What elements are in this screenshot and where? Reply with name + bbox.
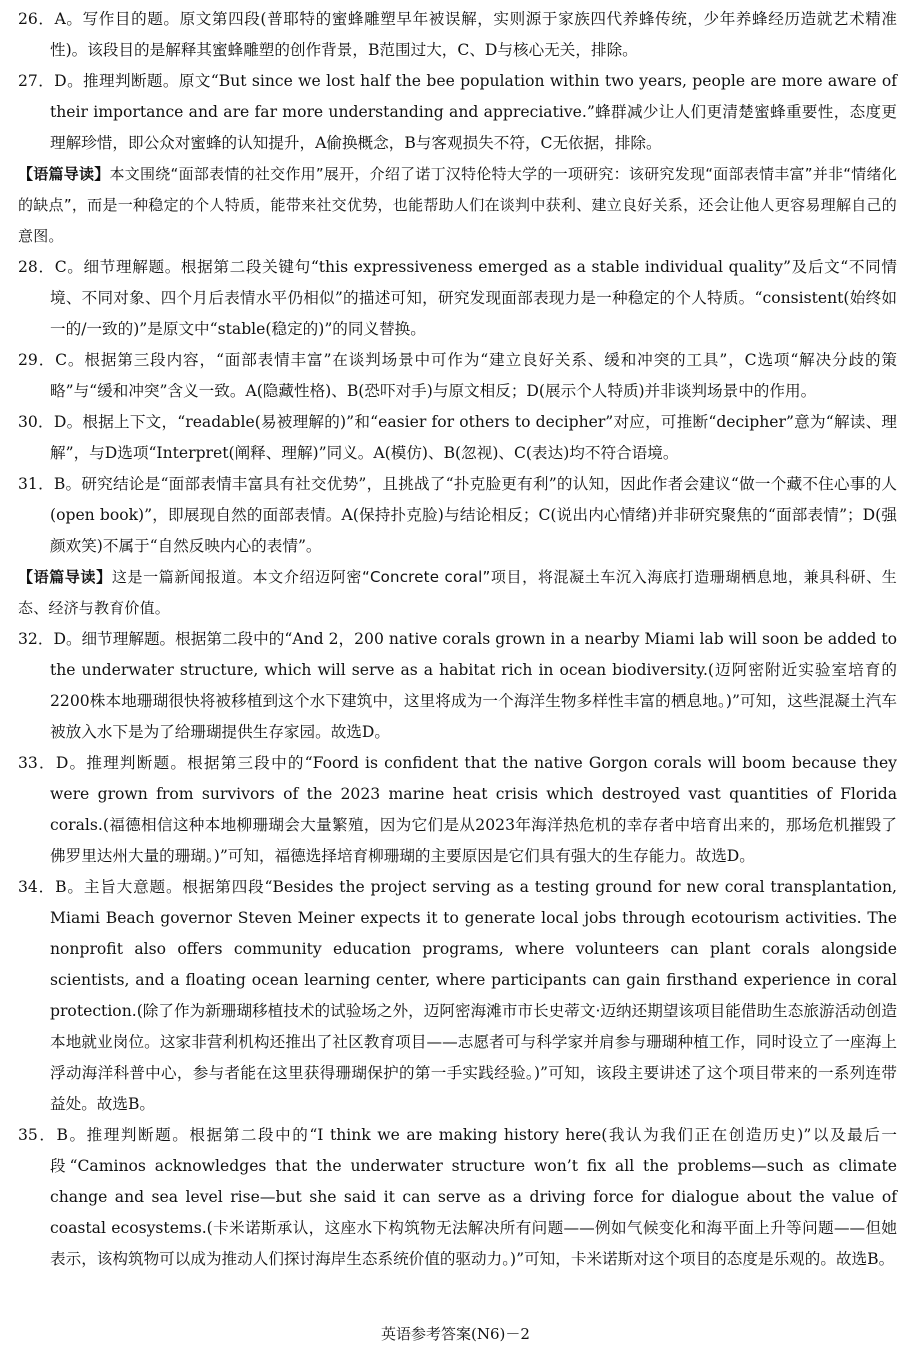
passage-guide-tag: 【语篇导读】 xyxy=(18,568,112,586)
answer-28: 28．C。细节理解题。根据第二段关键句“this expressiveness emerged as a stable individual quality”及后文“不同情境、不同对象、四个月后表情水平仍相似”的描述可知，研究发现面部表现力是一种稳定的个人特质。“consistent(始终如一的/一致的)”是原文中“stable(稳定的)”的同义替换。 xyxy=(18,258,897,338)
answer-32: 32．D。细节理解题。根据第二段中的“And 2，200 native corals grown in a nearby Miami lab will soon be added to the underwater structure, which will serve as a habitat rich in ocean biodiversity.(迈阿密附近实验室培育的2200株本地珊瑚很快将被移植到这个水下建筑中，这里将成为一个海洋生物多样性丰富的栖息地。)”可知，这些混凝土汽车被放入水下是为了给珊瑚提供生存家园。故选D。 xyxy=(18,630,897,741)
answer-33: 33．D。推理判断题。根据第三段中的“Foord is confident that the native Gorgon corals will boom because they were grown from survivors of the 2023 marine heat crisis which destroyed vast quantities of Florida corals.(福德相信这种本地柳珊瑚会大量繁殖，因为它们是从2023年海洋热危机的幸存者中培育出来的，那场危机摧毁了佛罗里达州大量的珊瑚。)”可知，福德选择培育柳珊瑚的主要原因是它们具有强大的生存能力。故选D。 xyxy=(18,754,897,865)
passage-guide-tag: 【语篇导读】 xyxy=(18,165,110,183)
answer-26: 26．A。写作目的题。原文第四段(普耶特的蜜蜂雕塑早年被误解，实则源于家族四代养蜂传统，少年养蜂经历造就艺术精准性)。该段目的是解释其蜜蜂雕塑的创作背景，B范围过大，C、D与核心无关，排除。 xyxy=(18,10,897,59)
passage-guide-1 xyxy=(18,159,897,252)
page-footer: 英语参考答案(N6)－2 xyxy=(381,1325,530,1343)
passage-guide-text: 这是一篇新闻报道。本文介绍迈阿密“Concrete coral”项目，将混凝土车沉入海底打造珊瑚栖息地，兼具科研、生态、经济与教育价值。 xyxy=(18,568,898,617)
answer-27: 27．D。推理判断题。原文“But since we lost half the bee population within two years, people are more aware of their importance and are far more understanding and appreciative.”蜂群减少让人们更清楚蜜蜂重要性，态度更理解珍惜，即公众对蜜蜂的认知提升，A偷换概念，B与客观损失不符，C无依据，排除。 xyxy=(18,72,897,152)
answer-29: 29．C。根据第三段内容，“面部表情丰富”在谈判场景中可作为“建立良好关系、缓和冲突的工具”，C选项“解决分歧的策略”与“缓和冲突”含义一致。A(隐藏性格)、B(恐吓对手)与原文相反；D(展示个人特质)并非谈判场景中的作用。 xyxy=(18,351,897,400)
answer-35: 35．B。推理判断题。根据第二段中的“I think we are making history here(我认为我们正在创造历史)”以及最后一段“Caminos acknowledges that the underwater structure won’t fix all the problems—such as climate change and sea level rise—but she said it can serve as a driving force for dialogue about the value of coastal ecosystems.(卡米诺斯承认，这座水下构筑物无法解决所有问题——例如气候变化和海平面上升等问题——但她表示，该构筑物可以成为推动人们探讨海岸生态系统价值的驱动力。)”可知，卡米诺斯对这个项目的态度是乐观的。故选B。 xyxy=(18,1126,897,1268)
answer-31: 31．B。研究结论是“面部表情丰富具有社交优势”，且挑战了“扑克脸更有利”的认知，因此作者会建议“做一个藏不住心事的人(open book)”，即展现自然的面部表情。A(保持扑克脸)与结论相反；C(说出内心情绪)并非研究聚焦的“面部表情”；D(强颜欢笑)不属于“自然反映内心的表情”。 xyxy=(18,475,897,555)
passage-guide-text: 本文围绕“面部表情的社交作用”展开，介绍了诺丁汉特伦特大学的一项研究：该研究发现“面部表情丰富”并非“情绪化的缺点”，而是一种稳定的个人特质，能带来社交优势，也能帮助人们在谈判中获利、建立良好关系，还会让他人更容易理解自己的意图。 xyxy=(18,165,897,245)
passage-guide-2 xyxy=(18,562,897,624)
answer-30: 30．D。根据上下文，“readable(易被理解的)”和“easier for others to decipher”对应，可推断“decipher”意为“解读、理解”，与D选项“Interpret(阐释、理解)”同义。A(模仿)、B(忽视)、C(表达)均不符合语境。 xyxy=(18,413,897,462)
answer-34: 34．B。主旨大意题。根据第四段“Besides the project serving as a testing ground for new coral transplantation, Miami Beach governor Steven Meiner expects it to generate local jobs through ecotourism activities. The nonprofit also offers community education programs, where volunteers can plant corals alongside scientists, and a floating ocean learning center, where participants can gain firsthand experience in coral protection.(除了作为新珊瑚移植技术的试验场之外，迈阿密海滩市市长史蒂文·迈纳还期望该项目能借助生态旅游活动创造本地就业岗位。这家非营利机构还推出了社区教育项目——志愿者可与科学家并肩参与珊瑚种植工作，同时设立了一座海上浮动海洋科普中心，参与者能在这里获得珊瑚保护的第一手实践经验。)”可知，该段主要讲述了这个项目带来的一系列连带益处。故选B。 xyxy=(18,878,897,1113)
